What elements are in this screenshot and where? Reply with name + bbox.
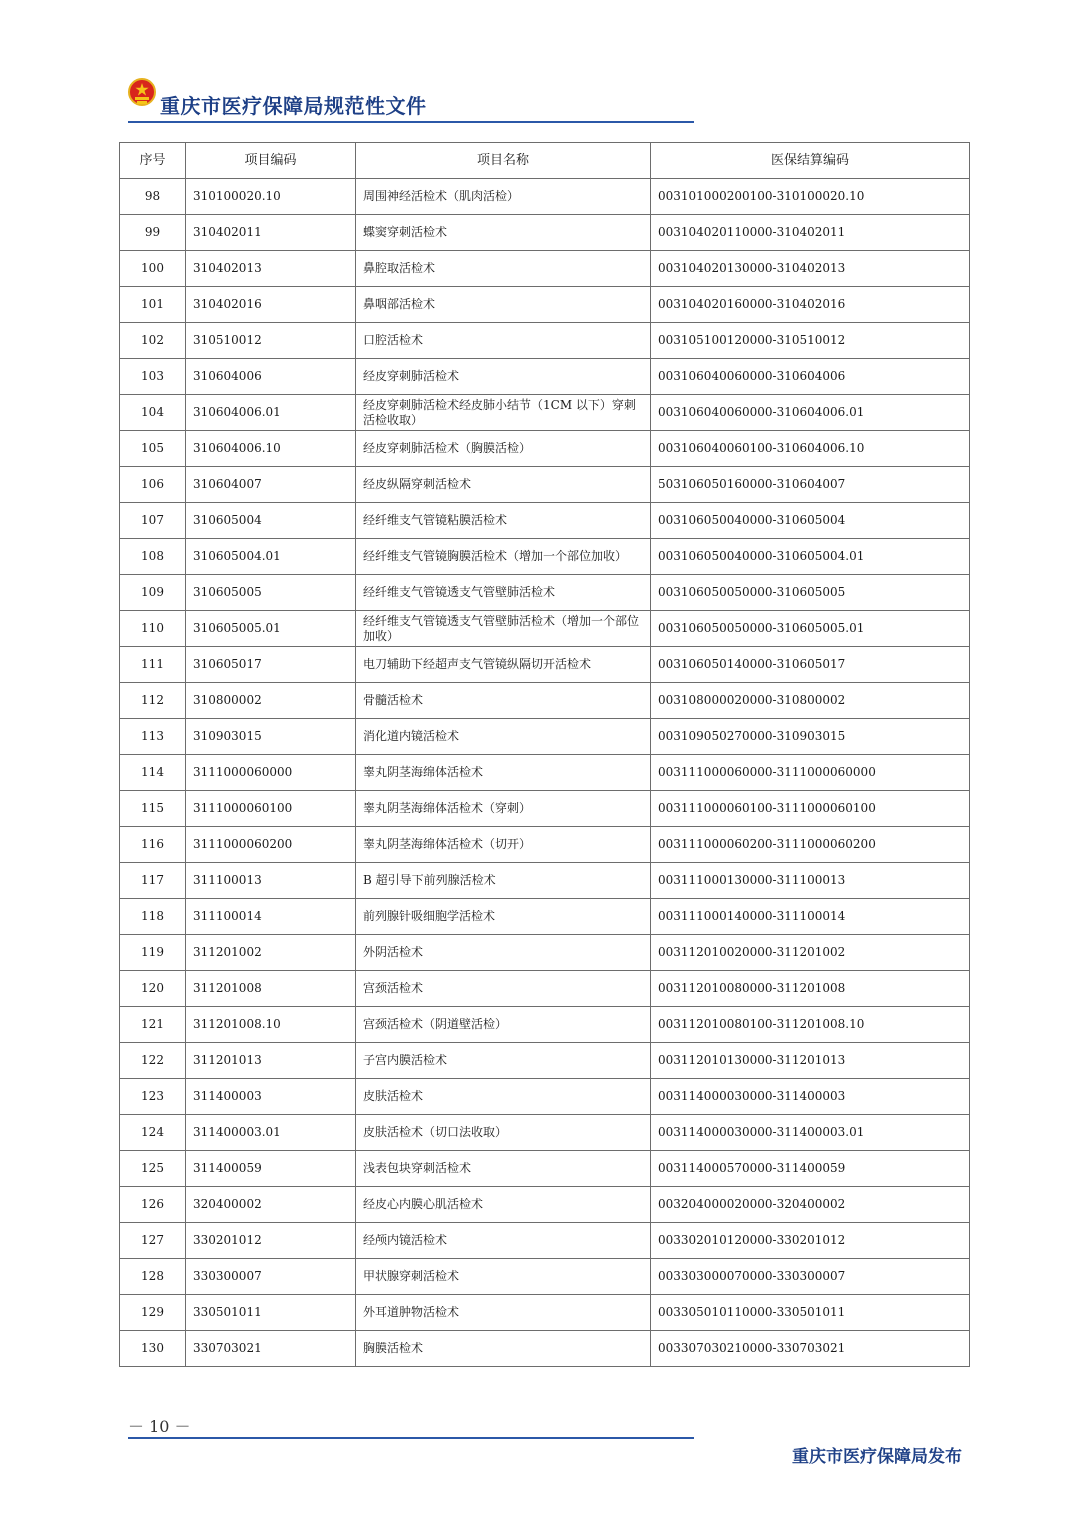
footer-divider — [128, 1437, 694, 1439]
table-row — [120, 899, 970, 935]
cell-code: 310100020.10 — [186, 179, 356, 215]
cell-seq: 98 — [120, 179, 186, 215]
table-row — [120, 1115, 970, 1151]
cell-name: 周围神经活检术（肌肉活检） — [356, 179, 651, 215]
cell-name: 骨髓活检术 — [356, 683, 651, 719]
cell-code: 311400059 — [186, 1151, 356, 1187]
cell-name: 蝶窦穿刺活检术 — [356, 215, 651, 251]
cell-name: 经皮穿刺肺活检术（胸膜活检） — [356, 431, 651, 467]
cell-settlement-code: 003106040060000-310604006.01 — [651, 395, 970, 431]
table-row — [120, 1331, 970, 1367]
table-row — [120, 215, 970, 251]
cell-seq: 130 — [120, 1331, 186, 1367]
cell-settlement-code: 003106040060100-310604006.10 — [651, 431, 970, 467]
cell-seq: 106 — [120, 467, 186, 503]
cell-name: 外阴活检术 — [356, 935, 651, 971]
cell-code: 310402011 — [186, 215, 356, 251]
cell-name: 子宫内膜活检术 — [356, 1043, 651, 1079]
cell-seq: 112 — [120, 683, 186, 719]
cell-settlement-code: 003106050050000-310605005 — [651, 575, 970, 611]
cell-code: 310604007 — [186, 467, 356, 503]
cell-seq: 108 — [120, 539, 186, 575]
cell-seq: 126 — [120, 1187, 186, 1223]
cell-code: 311201002 — [186, 935, 356, 971]
table-row — [120, 1223, 970, 1259]
table-row — [120, 359, 970, 395]
cell-name: 经皮穿刺肺活检术 — [356, 359, 651, 395]
table-row — [120, 1043, 970, 1079]
cell-name: 宫颈活检术 — [356, 971, 651, 1007]
cell-code: 311100013 — [186, 863, 356, 899]
cell-settlement-code: 003104020160000-310402016 — [651, 287, 970, 323]
cell-seq: 109 — [120, 575, 186, 611]
cell-seq: 120 — [120, 971, 186, 1007]
national-emblem-icon — [128, 78, 156, 108]
cell-code: 310604006 — [186, 359, 356, 395]
cell-code: 310604006.01 — [186, 395, 356, 431]
table-row — [120, 1187, 970, 1223]
cell-code: 311201013 — [186, 1043, 356, 1079]
cell-seq: 114 — [120, 755, 186, 791]
cell-settlement-code: 003114000030000-311400003.01 — [651, 1115, 970, 1151]
cell-seq: 104 — [120, 395, 186, 431]
cell-name: 经皮心内膜心肌活检术 — [356, 1187, 651, 1223]
cell-settlement-code: 003104020110000-310402011 — [651, 215, 970, 251]
header-title: 重庆市医疗保障局规范性文件 — [160, 94, 427, 118]
cell-settlement-code: 003307030210000-330703021 — [651, 1331, 970, 1367]
cell-name: 消化道内镜活检术 — [356, 719, 651, 755]
cell-seq: 107 — [120, 503, 186, 539]
cell-settlement-code: 003104020130000-310402013 — [651, 251, 970, 287]
table-header-row — [120, 143, 970, 179]
cell-settlement-code: 003111000060200-3111000060200 — [651, 827, 970, 863]
cell-settlement-code: 003114000570000-311400059 — [651, 1151, 970, 1187]
table-row — [120, 935, 970, 971]
cell-code: 311400003 — [186, 1079, 356, 1115]
cell-seq: 122 — [120, 1043, 186, 1079]
cell-seq: 121 — [120, 1007, 186, 1043]
cell-name: 睾丸阴茎海绵体活检术（切开） — [356, 827, 651, 863]
table-row — [120, 791, 970, 827]
project-code-table — [119, 142, 970, 1367]
table-row — [120, 179, 970, 215]
table-row — [120, 467, 970, 503]
cell-seq: 124 — [120, 1115, 186, 1151]
cell-name: 经纤维支气管镜透支气管壁肺活检术（增加一个部位加收） — [356, 611, 651, 647]
cell-name: 经皮穿刺肺活检术经皮肺小结节（1CM 以下）穿刺活检收取） — [356, 395, 651, 431]
cell-settlement-code: 003305010110000-330501011 — [651, 1295, 970, 1331]
footer-publisher: 重庆市医疗保障局发布 — [792, 1447, 962, 1467]
cell-settlement-code: 003114000030000-311400003 — [651, 1079, 970, 1115]
cell-name: 胸膜活检术 — [356, 1331, 651, 1367]
cell-name: 经皮纵隔穿刺活检术 — [356, 467, 651, 503]
cell-name: 皮肤活检术（切口法收取） — [356, 1115, 651, 1151]
cell-settlement-code: 003111000140000-311100014 — [651, 899, 970, 935]
cell-settlement-code: 003106050140000-310605017 — [651, 647, 970, 683]
cell-seq: 101 — [120, 287, 186, 323]
table-row — [120, 863, 970, 899]
cell-name: 浅表包块穿刺活检术 — [356, 1151, 651, 1187]
table-row — [120, 1151, 970, 1187]
cell-name: 外耳道肿物活检术 — [356, 1295, 651, 1331]
column-header-settlement-code: 医保结算编码 — [651, 143, 970, 179]
cell-code: 3111000060000 — [186, 755, 356, 791]
document-header — [128, 78, 694, 124]
cell-seq: 128 — [120, 1259, 186, 1295]
cell-code: 311400003.01 — [186, 1115, 356, 1151]
cell-seq: 119 — [120, 935, 186, 971]
table-row — [120, 323, 970, 359]
cell-settlement-code: 003109050270000-310903015 — [651, 719, 970, 755]
cell-settlement-code: 503106050160000-310604007 — [651, 467, 970, 503]
cell-name: 鼻腔取活检术 — [356, 251, 651, 287]
cell-settlement-code: 003302010120000-330201012 — [651, 1223, 970, 1259]
cell-settlement-code: 003204000020000-320400002 — [651, 1187, 970, 1223]
cell-settlement-code: 003112010080100-311201008.10 — [651, 1007, 970, 1043]
cell-seq: 102 — [120, 323, 186, 359]
table-row — [120, 575, 970, 611]
table-row — [120, 611, 970, 647]
cell-code: 310903015 — [186, 719, 356, 755]
column-header-code: 项目编码 — [186, 143, 356, 179]
table-row — [120, 683, 970, 719]
cell-name: 睾丸阴茎海绵体活检术（穿刺） — [356, 791, 651, 827]
table-row — [120, 755, 970, 791]
cell-seq: 127 — [120, 1223, 186, 1259]
cell-code: 3111000060100 — [186, 791, 356, 827]
cell-settlement-code: 003106040060000-310604006 — [651, 359, 970, 395]
cell-code: 330501011 — [186, 1295, 356, 1331]
cell-seq: 105 — [120, 431, 186, 467]
cell-seq: 100 — [120, 251, 186, 287]
cell-code: 310510012 — [186, 323, 356, 359]
table-row — [120, 539, 970, 575]
table-row — [120, 827, 970, 863]
cell-code: 330300007 — [186, 1259, 356, 1295]
cell-code: 311201008 — [186, 971, 356, 1007]
cell-name: 宫颈活检术（阴道壁活检） — [356, 1007, 651, 1043]
cell-seq: 125 — [120, 1151, 186, 1187]
table-row — [120, 719, 970, 755]
cell-settlement-code: 003112010130000-311201013 — [651, 1043, 970, 1079]
cell-settlement-code: 003108000020000-310800002 — [651, 683, 970, 719]
cell-name: 甲状腺穿刺活检术 — [356, 1259, 651, 1295]
cell-settlement-code: 003112010020000-311201002 — [651, 935, 970, 971]
table-body — [120, 179, 970, 1367]
cell-code: 330703021 — [186, 1331, 356, 1367]
cell-seq: 123 — [120, 1079, 186, 1115]
cell-code: 311201008.10 — [186, 1007, 356, 1043]
cell-seq: 117 — [120, 863, 186, 899]
cell-code: 310800002 — [186, 683, 356, 719]
cell-settlement-code: 003105100120000-310510012 — [651, 323, 970, 359]
cell-seq: 113 — [120, 719, 186, 755]
cell-name: 口腔活检术 — [356, 323, 651, 359]
cell-settlement-code: 003106050050000-310605005.01 — [651, 611, 970, 647]
cell-settlement-code: 003111000130000-311100013 — [651, 863, 970, 899]
cell-name: B 超引导下前列腺活检术 — [356, 863, 651, 899]
cell-name: 皮肤活检术 — [356, 1079, 651, 1115]
cell-name: 经纤维支气管镜胸膜活检术（增加一个部位加收） — [356, 539, 651, 575]
cell-name: 睾丸阴茎海绵体活检术 — [356, 755, 651, 791]
cell-code: 3111000060200 — [186, 827, 356, 863]
cell-code: 310604006.10 — [186, 431, 356, 467]
cell-seq: 118 — [120, 899, 186, 935]
table-row — [120, 431, 970, 467]
cell-seq: 99 — [120, 215, 186, 251]
cell-seq: 129 — [120, 1295, 186, 1331]
cell-settlement-code: 003111000060000-3111000060000 — [651, 755, 970, 791]
cell-seq: 116 — [120, 827, 186, 863]
table-row — [120, 647, 970, 683]
cell-seq: 111 — [120, 647, 186, 683]
cell-code: 310605005.01 — [186, 611, 356, 647]
cell-name: 电刀辅助下经超声支气管镜纵隔切开活检术 — [356, 647, 651, 683]
cell-name: 前列腺针吸细胞学活检术 — [356, 899, 651, 935]
column-header-seq: 序号 — [120, 143, 186, 179]
cell-settlement-code: 003112010080000-311201008 — [651, 971, 970, 1007]
cell-code: 311100014 — [186, 899, 356, 935]
cell-seq: 110 — [120, 611, 186, 647]
cell-name: 经纤维支气管镜粘膜活检术 — [356, 503, 651, 539]
table-row — [120, 503, 970, 539]
table-row — [120, 1295, 970, 1331]
header-divider — [128, 121, 694, 123]
cell-name: 经纤维支气管镜透支气管壁肺活检术 — [356, 575, 651, 611]
table-row — [120, 395, 970, 431]
cell-seq: 103 — [120, 359, 186, 395]
cell-settlement-code: 003303000070000-330300007 — [651, 1259, 970, 1295]
cell-settlement-code: 003106050040000-310605004.01 — [651, 539, 970, 575]
cell-code: 310605005 — [186, 575, 356, 611]
table-row — [120, 251, 970, 287]
cell-seq: 115 — [120, 791, 186, 827]
column-header-name: 项目名称 — [356, 143, 651, 179]
cell-settlement-code: 003111000060100-3111000060100 — [651, 791, 970, 827]
table-row — [120, 1259, 970, 1295]
cell-code: 310402013 — [186, 251, 356, 287]
table-row — [120, 287, 970, 323]
cell-code: 320400002 — [186, 1187, 356, 1223]
table-row — [120, 1079, 970, 1115]
table-row — [120, 971, 970, 1007]
cell-name: 鼻咽部活检术 — [356, 287, 651, 323]
cell-name: 经颅内镜活检术 — [356, 1223, 651, 1259]
cell-code: 330201012 — [186, 1223, 356, 1259]
cell-code: 310605004.01 — [186, 539, 356, 575]
cell-code: 310605017 — [186, 647, 356, 683]
cell-settlement-code: 003101000200100-310100020.10 — [651, 179, 970, 215]
table-row — [120, 1007, 970, 1043]
cell-settlement-code: 003106050040000-310605004 — [651, 503, 970, 539]
page-number: － 10 － — [128, 1417, 191, 1436]
cell-code: 310402016 — [186, 287, 356, 323]
cell-code: 310605004 — [186, 503, 356, 539]
